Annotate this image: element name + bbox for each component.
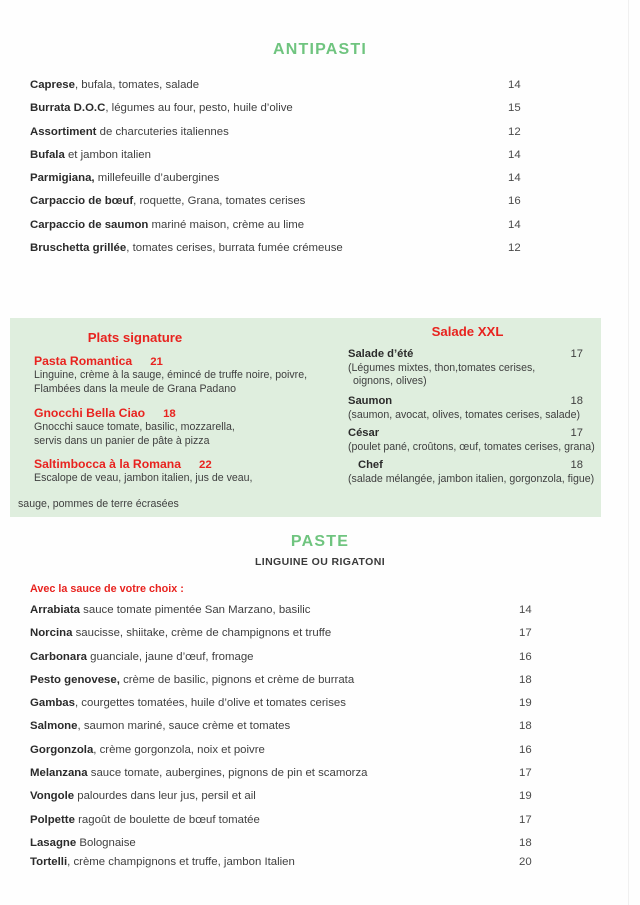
signature-heading: Plats signature — [87, 330, 183, 345]
menu-item-price: 15 — [508, 102, 521, 115]
signature-item-name-row — [34, 406, 235, 420]
menu-item-desc: ragoût de boulette de bœuf tomatée — [74, 813, 260, 826]
menu-item-name: Norcina — [30, 627, 73, 640]
menu-item-desc: Bolognaise — [76, 836, 136, 849]
menu-item-desc: sauce tomate pimentée San Marzano, basilic — [80, 604, 311, 616]
menu-item-desc: , courgettes tomatées, huile d’olive et tomates cerises — [74, 697, 346, 710]
salade-column — [340, 318, 601, 517]
menu-item-price: 14 — [519, 604, 532, 616]
menu-item-price: 20 — [519, 855, 532, 868]
signature-item-desc-line: Linguine, crème à la sauge, émincé de truffe noire, poivre, — [34, 369, 308, 381]
menu-item-name: Assortiment — [30, 125, 97, 138]
menu-item-price: 12 — [508, 242, 521, 255]
menu-item-desc: guanciale, jaune d’œuf, fromage — [86, 650, 254, 663]
menu-item-desc: saucisse, shiitake, crème de champignons et truffe — [72, 627, 332, 640]
salad-item-price: 17 — [570, 348, 583, 360]
menu-item-text — [30, 743, 265, 757]
salad-item — [348, 395, 601, 422]
menu-item-row — [0, 855, 640, 874]
menu-item-row — [0, 836, 640, 855]
menu-item-price: 18 — [519, 720, 532, 733]
menu-item-desc: sauce tomate, aubergines, pignons de pin et scamorza — [87, 767, 368, 780]
menu-item-row — [0, 743, 640, 766]
menu-item-name: Carpaccio de saumon — [30, 218, 149, 231]
salad-item-head — [348, 427, 601, 441]
antipasti-list — [0, 78, 640, 264]
menu-item-price: 12 — [508, 125, 521, 138]
menu-item-row — [0, 766, 640, 789]
menu-item-price: 14 — [508, 218, 521, 231]
signature-item-price: 22 — [198, 459, 212, 471]
signature-and-salad-panel — [10, 318, 601, 517]
signature-item-name-row — [34, 354, 307, 368]
menu-item-text — [30, 650, 254, 664]
section-subtitle-paste: LINGUINE OU RIGATONI — [254, 556, 386, 568]
signature-item-price: 21 — [150, 356, 163, 368]
signature-item — [34, 406, 235, 448]
menu-item-text — [30, 719, 290, 733]
menu-item-row — [0, 125, 640, 148]
menu-item-price: 19 — [519, 790, 532, 803]
menu-item-row — [0, 603, 640, 626]
menu-item-desc: millefeuille d’aubergines — [94, 172, 220, 185]
salad-item-desc-line: (Légumes mixtes, thon,tomates cerises, — [348, 362, 536, 374]
menu-item-price: 14 — [508, 79, 521, 91]
menu-item-name: Caprese — [30, 79, 75, 91]
menu-item-desc: , roquette, Grana, tomates cerises — [133, 195, 306, 208]
menu-item-price: 14 — [508, 172, 521, 185]
menu-item-row — [0, 626, 640, 649]
menu-item-name: Carbonara — [30, 650, 87, 663]
menu-item-name: Gorgonzola — [30, 743, 94, 756]
salad-item-desc-line: (saumon, avocat, olives, tomates cerises, salade) — [348, 409, 580, 421]
signature-item-name: Gnocchi Bella Ciao — [34, 406, 146, 420]
menu-item-desc: , saumon mariné, sauce crème et tomates — [77, 720, 291, 733]
menu-item-text — [30, 855, 295, 869]
menu-item-row — [0, 673, 640, 696]
menu-item-price: 17 — [519, 627, 532, 640]
signature-item-name: Saltimbocca à la Romana — [34, 457, 181, 471]
signature-item — [34, 457, 253, 485]
menu-item-name: Tortelli — [30, 855, 68, 868]
signature-item-desc-line: Escalope de veau, jambon italien, jus de veau, — [34, 472, 253, 484]
menu-item-name: Gambas — [30, 697, 75, 710]
signature-column — [10, 318, 340, 517]
menu-item-price: 18 — [519, 836, 532, 849]
salad-item-head — [348, 459, 601, 473]
salad-item-price: 17 — [570, 427, 583, 439]
menu-item-text — [30, 673, 354, 687]
salad-item-head — [348, 348, 601, 362]
salad-item-price: 18 — [570, 395, 583, 407]
sauce-choice-note: Avec la sauce de votre choix : — [30, 583, 184, 595]
menu-item-desc: de charcuteries italiennes — [96, 125, 229, 138]
salad-item-head — [348, 395, 601, 409]
menu-item-desc: , crème champignons et truffe, jambon Italien — [67, 855, 295, 868]
signature-item-desc-line: Flambées dans la meule de Grana Padano — [34, 383, 236, 396]
signature-item-price: 18 — [163, 408, 176, 420]
salad-item-name: Chef — [358, 459, 383, 471]
menu-item-row — [0, 194, 640, 217]
menu-item-row — [0, 719, 640, 742]
menu-item-text — [30, 78, 199, 92]
menu-item-row — [0, 789, 640, 812]
menu-item-desc: , bufala, tomates, salade — [74, 79, 200, 91]
menu-item-desc: palourdes dans leur jus, persil et ail — [74, 790, 256, 803]
menu-item-text — [30, 125, 229, 139]
salade-heading: Salade XXL — [431, 324, 504, 339]
section-title-antipasti: ANTIPASTI — [272, 41, 368, 58]
menu-item-name: Carpaccio de bœuf — [30, 195, 134, 208]
menu-item-name: Bruschetta grillée — [30, 242, 127, 255]
menu-item-price: 17 — [519, 767, 532, 780]
menu-item-text — [30, 836, 136, 850]
menu-item-name: Polpette — [30, 813, 75, 826]
menu-item-price: 16 — [508, 195, 521, 208]
salad-item — [348, 348, 601, 388]
menu-item-name: Melanzana — [30, 767, 88, 780]
salad-item-name: Saumon — [348, 395, 393, 407]
menu-item-name: Arrabiata — [30, 604, 81, 616]
salad-item — [348, 427, 601, 454]
menu-item-price: 17 — [519, 813, 532, 826]
salad-item — [348, 459, 601, 486]
menu-item-row — [0, 813, 640, 836]
menu-item-text — [30, 171, 219, 185]
menu-item-row — [0, 650, 640, 673]
menu-item-text — [30, 241, 343, 255]
signature-item-desc-line: Gnocchi sauce tomate, basilic, mozzarella, — [34, 421, 235, 433]
menu-item-text — [30, 813, 260, 827]
section-title-paste: PASTE — [290, 533, 350, 550]
salad-item-desc-line: (salade mélangée, jambon italien, gorgonzola, figue) — [348, 473, 595, 485]
menu-item-row — [0, 696, 640, 719]
menu-item-row — [0, 241, 640, 264]
menu-item-price: 16 — [519, 650, 532, 663]
menu-item-price: 18 — [519, 673, 532, 686]
menu-item-price: 19 — [519, 697, 532, 710]
signature-item — [34, 354, 307, 396]
menu-item-text — [30, 766, 367, 780]
salad-item-desc-line: oignons, olives) — [353, 375, 427, 387]
menu-item-desc: , tomates cerises, burrata fumée crémeuse — [126, 242, 343, 255]
menu-item-row — [0, 78, 640, 101]
menu-item-text — [30, 148, 151, 162]
menu-item-row — [0, 148, 640, 171]
menu-item-name: Lasagne — [30, 836, 77, 849]
menu-item-name: Bufala — [30, 148, 65, 161]
menu-item-name: Vongole — [30, 790, 75, 803]
menu-item-text — [30, 626, 331, 640]
salad-item-desc-line: (poulet pané, croûtons, œuf, tomates cerises, grana) — [348, 441, 595, 453]
menu-item-text — [30, 603, 310, 617]
salad-item-name: César — [348, 427, 380, 439]
signature-item-name-row — [34, 457, 253, 471]
menu-item-price: 16 — [519, 743, 532, 756]
menu-item-name: Salmone — [30, 720, 78, 733]
menu-item-text — [30, 194, 305, 208]
menu-item-desc: crème de basilic, pignons et crème de burrata — [119, 673, 355, 686]
menu-item-row — [0, 218, 640, 241]
salad-item-price: 18 — [570, 459, 583, 471]
salad-item-name: Salade d’été — [348, 348, 414, 360]
menu-item-row — [0, 101, 640, 124]
paste-list — [0, 603, 640, 874]
menu-item-name: Parmigiana, — [30, 172, 95, 185]
signature-item-name: Pasta Romantica — [34, 354, 133, 368]
menu-item-desc: , crème gorgonzola, noix et poivre — [93, 743, 265, 756]
menu-item-row — [0, 171, 640, 194]
menu-item-text — [30, 789, 256, 803]
menu-item-name: Pesto genovese, — [30, 673, 120, 686]
menu-item-text — [30, 218, 304, 232]
menu-item-desc: , légumes au four, pesto, huile d’olive — [105, 102, 293, 115]
menu-item-text — [30, 101, 293, 115]
signature-desc-continuation: sauge, pommes de terre écrasées — [18, 498, 179, 510]
menu-item-price: 14 — [508, 148, 521, 161]
menu-item-desc: et jambon italien — [64, 148, 151, 161]
signature-item-desc-line: servis dans un panier de pâte à pizza — [34, 435, 210, 448]
menu-item-text — [30, 696, 346, 710]
menu-item-name: Burrata D.O.C — [30, 102, 106, 115]
menu-item-desc: mariné maison, crème au lime — [148, 218, 305, 231]
